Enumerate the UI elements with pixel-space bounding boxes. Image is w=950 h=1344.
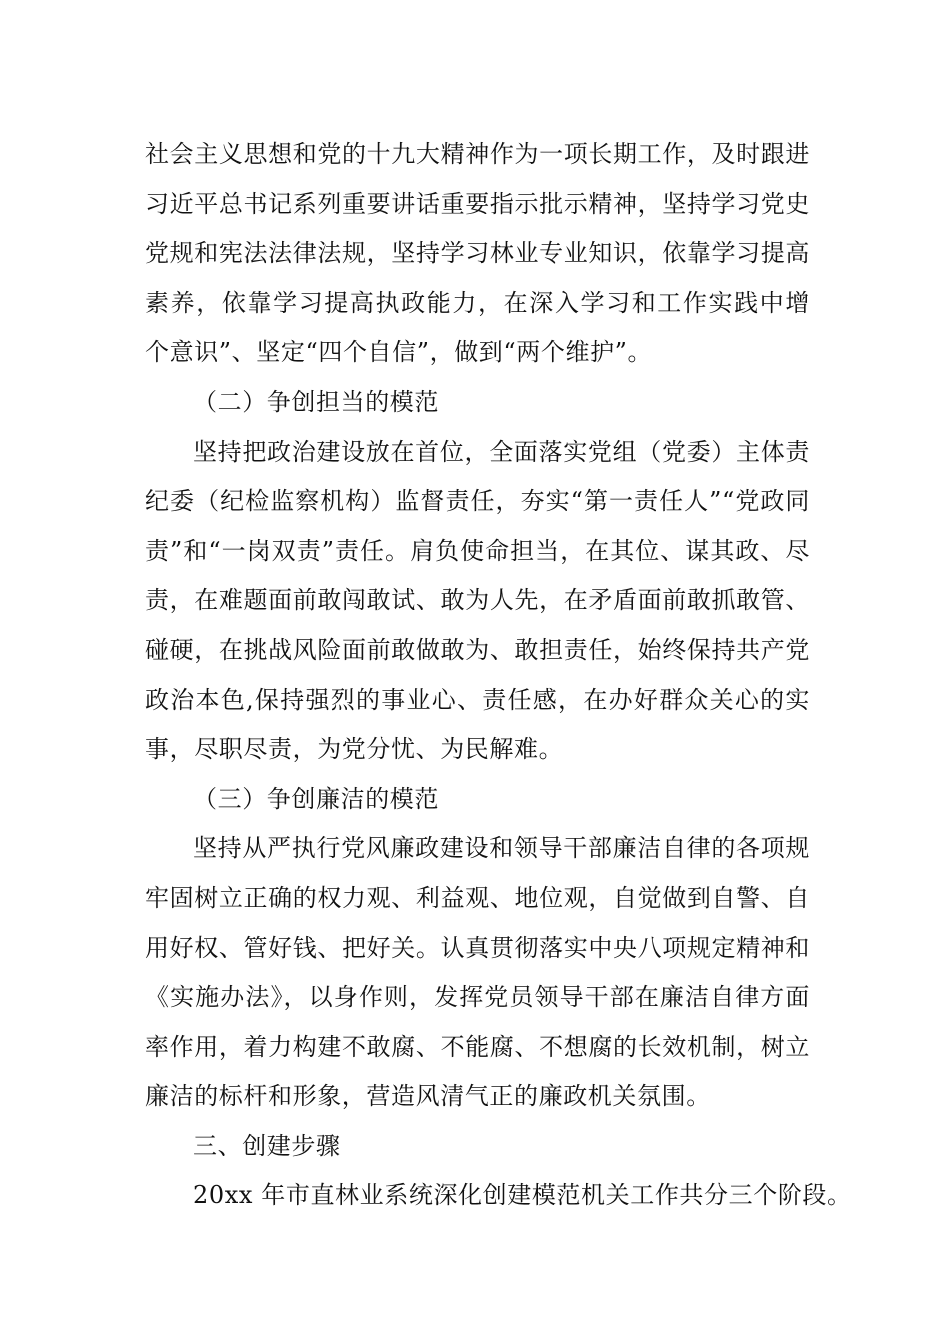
document-page bbox=[145, 130, 852, 1221]
text-line: 责，在难题面前敢闯敢试、敢为人先，在矛盾面前敢抓敢管、 bbox=[145, 586, 810, 615]
section-heading-responsibility bbox=[145, 378, 810, 428]
text-line: 坚持从严执行党风廉政建设和领导干部廉洁自律的各项规 bbox=[193, 834, 810, 863]
heading-line: 三、创建步骤 bbox=[193, 1131, 341, 1160]
text-line: 用好权、管好钱、把好关。认真贯彻落实中央八项规定精神和 bbox=[145, 933, 810, 962]
text-line: 坚持把政治建设放在首位，全面落实党组（党委）主体责 bbox=[193, 437, 810, 466]
text-line: 《实施办法》，以身作则，发挥党员领导干部在廉洁自律方面 bbox=[145, 983, 810, 1012]
text-line: 政治本色,保持强烈的事业心、责任感，在办好群众关心的实 bbox=[145, 685, 810, 714]
paragraph-study bbox=[145, 130, 810, 378]
text-line: 碰硬，在挑战风险面前敢做敢为、敢担责任，始终保持共产党 bbox=[145, 635, 810, 664]
text-line: 牢固树立正确的权力观、利益观、地位观，自觉做到自警、自 bbox=[145, 883, 810, 912]
paragraph-responsibility bbox=[145, 428, 810, 775]
section-heading-steps bbox=[145, 1122, 810, 1172]
text-line: 素养，依靠学习提高执政能力，在深入学习和工作实践中增 bbox=[145, 288, 810, 317]
text-line: 20xx 年市直林业系统深化创建模范机关工作共分三个阶段。 bbox=[193, 1181, 852, 1210]
text-line: 习近平总书记系列重要讲话重要指示批示精神，坚持学习党史 bbox=[145, 189, 810, 218]
heading-line: （三）争创廉洁的模范 bbox=[193, 784, 439, 813]
paragraph-integrity bbox=[145, 824, 810, 1122]
text-line: 率作用，着力构建不敢腐、不能腐、不想腐的长效机制，树立 bbox=[145, 1032, 810, 1061]
text-line: 责”和“一岗双责”责任。肩负使命担当，在其位、谋其政、尽 bbox=[145, 536, 810, 565]
heading-line: （二）争创担当的模范 bbox=[193, 387, 439, 416]
text-line: 纪委（纪检监察机构）监督责任，夯实“第一责任人”“党政同 bbox=[145, 487, 810, 516]
text-line: 事，尽职尽责，为党分忧、为民解难。 bbox=[145, 735, 564, 764]
text-line: 党规和宪法法律法规，坚持学习林业专业知识，依靠学习提高 bbox=[145, 239, 810, 268]
text-line: 个意识”、坚定“四个自信”，做到“两个维护”。 bbox=[145, 338, 653, 367]
paragraph-steps bbox=[145, 1171, 852, 1221]
section-heading-integrity bbox=[145, 775, 810, 825]
text-line: 社会主义思想和党的十九大精神作为一项长期工作，及时跟进 bbox=[145, 140, 810, 168]
text-line: 廉洁的标杆和形象，营造风清气正的廉政机关氛围。 bbox=[145, 1082, 711, 1111]
